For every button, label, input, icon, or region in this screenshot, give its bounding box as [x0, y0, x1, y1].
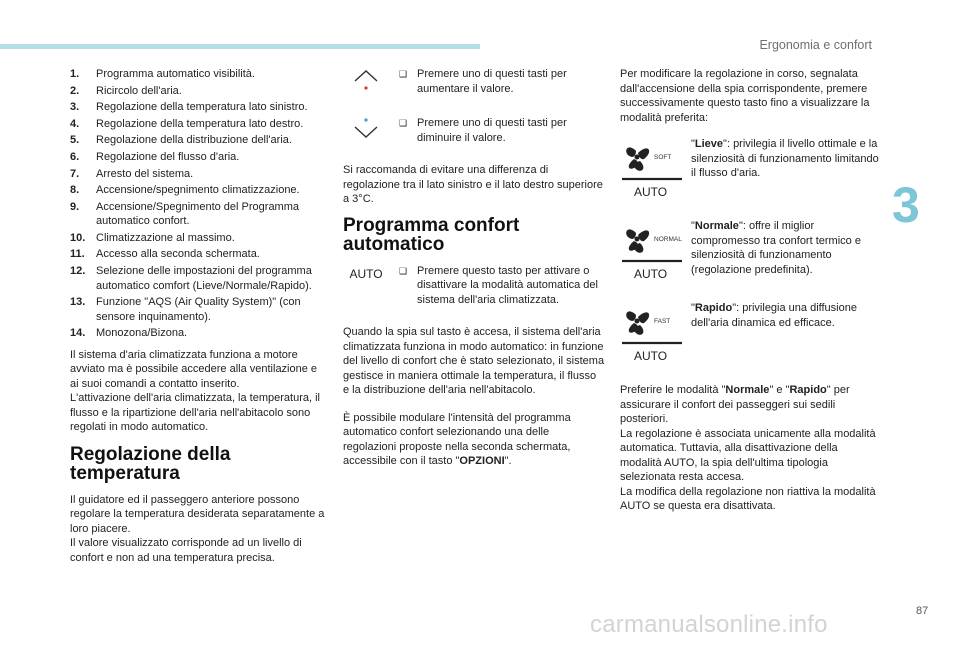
legend-item-number: 4. [70, 117, 80, 130]
mode-auto-label: AUTO [634, 185, 668, 199]
increase-row [343, 67, 605, 96]
legend-item [70, 295, 326, 324]
bullet-icon: ❑ [399, 118, 408, 128]
legend-item-text: Climatizzazione al massimo. [96, 231, 235, 244]
legend-item-number: 7. [70, 167, 80, 180]
legend-item [70, 264, 326, 293]
pref-normale: Normale [725, 384, 770, 396]
legend-item-text: Accensione/Spegnimento del Programma automatico confort. [96, 200, 300, 228]
legend-item-number: 9. [70, 200, 80, 213]
mode-desc: ": privilegia il livello ottimale e la silenziosità di funzionamento limitando il flusso d'aria. [691, 138, 879, 179]
mode-auto-label: AUTO [634, 349, 668, 363]
fan-fast-icon [620, 301, 688, 371]
auto-text: Premere questo tasto per attivare o disattivare la modalità automatica del sistema dell'aria climatizzata. [417, 264, 598, 306]
mode-auto-label: AUTO [634, 267, 668, 281]
legend-item [70, 231, 326, 246]
legend-item-text: Regolazione della temperatura lato destro. [96, 117, 304, 130]
legend-item-number: 12. [70, 265, 86, 278]
mode-name: Normale [694, 220, 739, 232]
legend-item-number: 13. [70, 296, 86, 309]
fan-normal-icon [620, 219, 688, 289]
chapter-number: 3 [892, 177, 920, 233]
chevron-up-icon [343, 67, 389, 93]
mode-quote: " [691, 302, 695, 314]
mode-description [691, 137, 882, 207]
mode-desc: ": privilegia una diffusione dell'aria dinamica ed efficace. [691, 302, 857, 329]
legend-item-text: Monozona/Bizona. [96, 327, 188, 340]
legend-item-text: Regolazione della temperatura lato sinistro. [96, 101, 308, 114]
legend-item-text: Ricircolo dell'aria. [96, 84, 182, 97]
svg-text:FAST: FAST [654, 318, 671, 325]
legend-item [70, 167, 326, 182]
legend-item-number: 6. [70, 150, 80, 163]
legend-item-number: 5. [70, 134, 80, 147]
legend-item-text: Accesso alla seconda schermata. [96, 248, 260, 261]
column-middle [343, 67, 605, 479]
decrease-row [343, 116, 605, 145]
numbered-legend-list [70, 67, 326, 341]
section-title: Ergonomia e confort [759, 38, 872, 52]
legend-item [70, 117, 326, 132]
mode-name: Rapido [694, 302, 733, 314]
intro-paragraph: Il sistema d'aria climatizzata funziona a motore avviato ma è possibile accedere alla ventilazione e ai suoi comandi a contatto inserito. L'attivazione dell'aria climatizzata, la temperatura, il flusso e la ripartizione dell'aria nell'abitacolo sono regolati in modo automatico. [70, 348, 320, 434]
legend-item-text: Programma automatico visibilità. [96, 68, 255, 80]
legend-item [70, 84, 326, 99]
pref-text-c: " e " [769, 384, 790, 396]
legend-item-number: 11. [70, 248, 85, 261]
mode-list [620, 137, 882, 371]
legend-item-number: 2. [70, 84, 80, 97]
legend-item [70, 200, 326, 229]
mode-fast [620, 301, 882, 371]
opzioni-text-start: È possibile modulare l'intensità del programma automatico confort selezionando una delle regolazioni proposte nella seconda schermata, accessibile con il tasto " [343, 411, 571, 467]
column-right [620, 67, 882, 524]
mode-name: Lieve [694, 138, 724, 150]
decrease-text: Premere uno di questi tasti per diminuire il valore. [417, 117, 567, 144]
auto-paragraph-1: Quando la spia sul tasto è accesa, il sistema dell'aria climatizzata funziona in modo automatico: in funzione del livello di confort che è stato selezionato, il sistema gestisce in maniera ottimale la temperatura, il flusso e la distribuzione dell'aria nell'abitacolo. [343, 326, 605, 396]
auto-row [343, 264, 605, 308]
mode-description [691, 219, 882, 289]
legend-item [70, 326, 326, 341]
mode-quote: " [691, 138, 695, 150]
legend-item-number: 14. [70, 327, 86, 340]
bullet-icon: ❑ [399, 265, 408, 276]
auto-button-label: AUTO [349, 266, 383, 281]
legend-item-number: 10. [70, 231, 86, 244]
page-number: 87 [916, 605, 929, 617]
legend-item [70, 247, 326, 262]
pref-text-a: Preferire le modalità " [620, 384, 726, 396]
mode-quote: " [691, 220, 695, 232]
modes-intro: Per modificare la regolazione in corso, segnalata dall'accensione della spia corrispondente, premere successivamente questo tasto fino a visualizzare la modalità preferita: [620, 68, 870, 124]
chevron-down-icon [343, 116, 389, 142]
legend-item-text: Arresto del sistema. [96, 167, 194, 180]
svg-text:NORMAL: NORMAL [654, 236, 682, 243]
legend-item-number: 8. [70, 184, 80, 197]
legend-item-text: Selezione delle impostazioni del programma automatico comfort (Lieve/Normale/Rapido). [96, 265, 312, 292]
legend-item-text: Regolazione della distribuzione dell'aria. [96, 134, 292, 147]
mode-normal [620, 219, 882, 289]
mode-description [691, 301, 882, 371]
legend-item-text: Accensione/spegnimento climatizzazione. [96, 184, 300, 197]
legend-item [70, 133, 326, 148]
opzioni-key: OPZIONI [459, 455, 505, 467]
legend-item [70, 150, 326, 165]
heading-auto-program: Programma confort automatico [343, 214, 520, 255]
legend-item-text: Funzione "AQS (Air Quality System)" (con sensore inquinamento). [96, 296, 301, 323]
bullet-icon: ❑ [399, 69, 408, 79]
pref-text-e: " per assicurare il confort dei passeggeri sui sedili posteriori. [620, 384, 850, 425]
legend-item [70, 183, 326, 198]
mode-soft [620, 137, 882, 207]
column-left [70, 67, 326, 575]
increase-text: Premere uno di questi tasti per aumentare il valore. [417, 68, 567, 95]
temperature-paragraph: Il guidatore ed il passeggero anteriore possono regolare la temperatura desiderata separatamente a loro piacere. Il valore visualizzato corrisponde ad un livello di confort e non ad una temperatura precisa. [70, 493, 325, 564]
pref-rapido: Rapido [789, 384, 827, 396]
mode-desc: ": offre il miglior compromesso tra confort termico e silenziosità di funzionamento (regolazione predefinita). [691, 220, 861, 276]
fan-soft-icon [620, 137, 688, 207]
legend-item-text: Regolazione del flusso d'aria. [96, 150, 240, 163]
legend-item [70, 67, 326, 82]
preference-paragraph [620, 383, 882, 427]
legend-item-number: 3. [70, 101, 80, 114]
advice-paragraph: Si raccomanda di evitare una differenza di regolazione tra il lato sinistro e il lato destro superiore a 3°C. [343, 164, 603, 205]
legend-item-number: 1. [70, 68, 80, 80]
regulation-paragraph: La regolazione è associata unicamente alla modalità automatica. Tuttavia, alla disattivazione della modalità AUTO, la spia dell'ultima tipologia selezionata resta accesa. La modifica della regolazione non riattiva la modalità AUTO se questa era disattivata. [620, 427, 876, 512]
heading-temperature: Regolazione della temperatura [70, 443, 231, 484]
top-accent-bar [0, 44, 480, 49]
auto-paragraph-2 [343, 411, 605, 469]
svg-text:SOFT: SOFT [654, 154, 672, 161]
watermark: carmanualsonline.info [590, 611, 828, 638]
opzioni-text-end: ". [504, 455, 512, 467]
legend-item [70, 100, 326, 115]
